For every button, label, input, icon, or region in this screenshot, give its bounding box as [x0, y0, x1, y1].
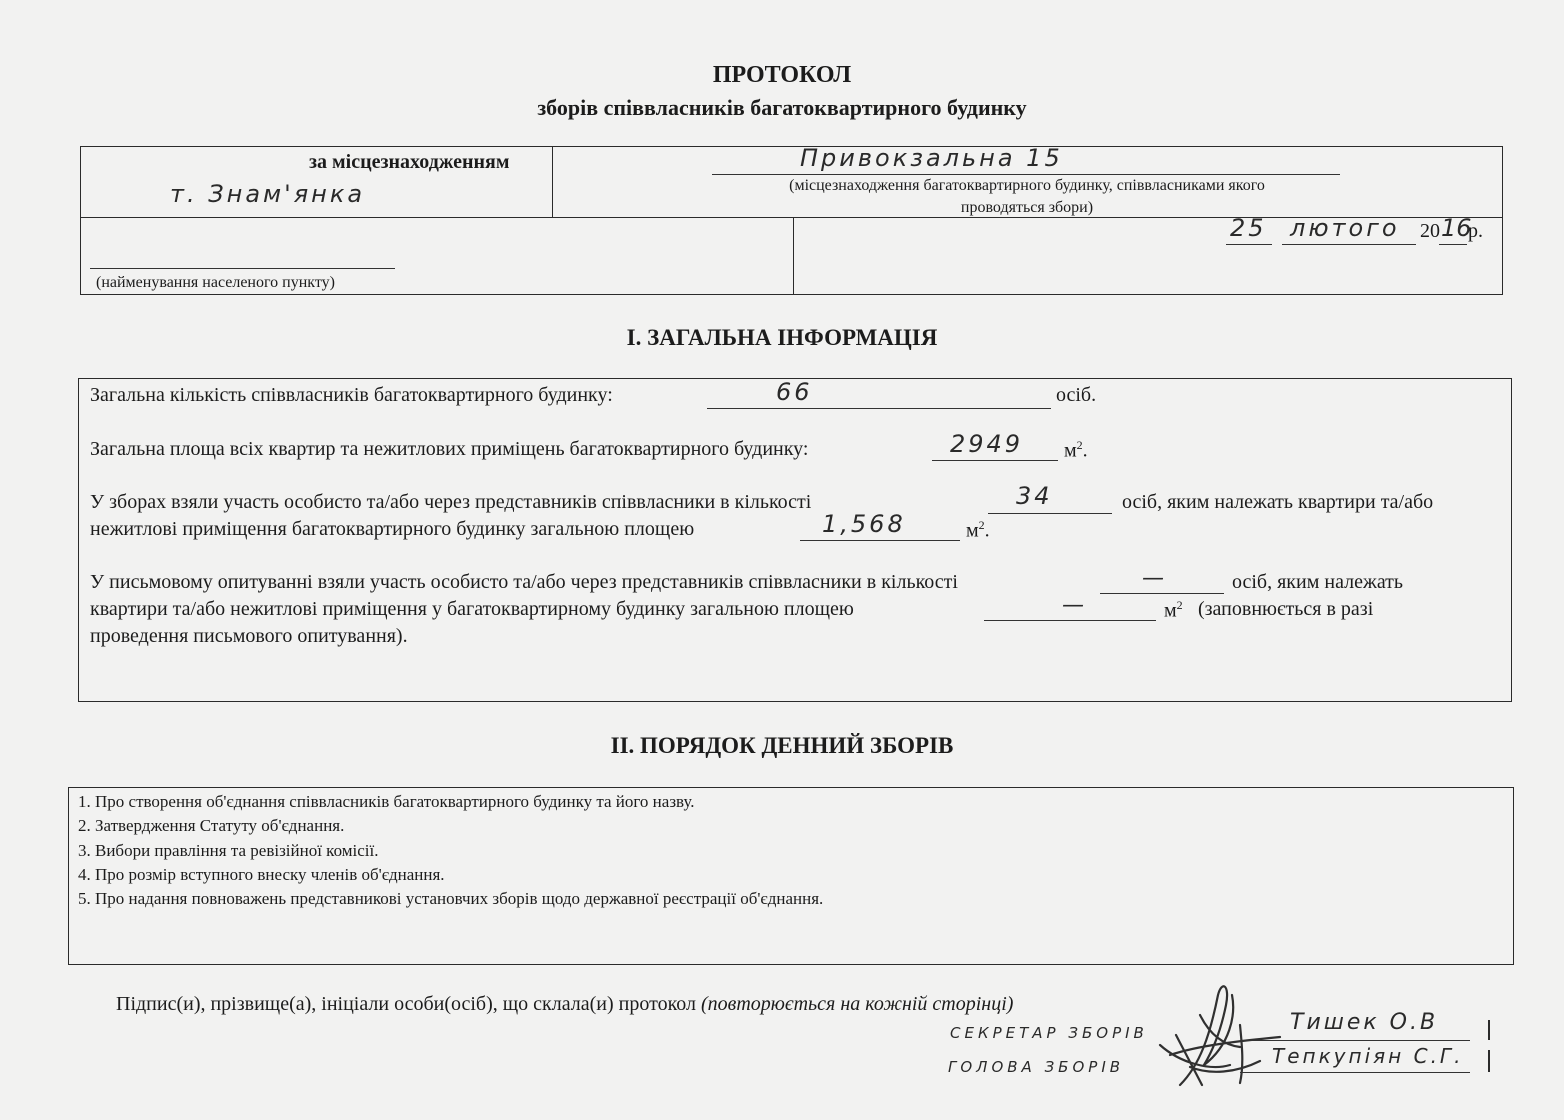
- date-suffix: р.: [1468, 220, 1483, 242]
- secretary-name-underline: [1240, 1040, 1470, 1041]
- agenda-item-1: 1. Про створення об'єднання співвласників багатоквартирного будинку та його назву.: [78, 792, 695, 811]
- written-underline: [1100, 593, 1224, 594]
- agenda-item-2: 2. Затвердження Статуту об'єднання.: [78, 816, 345, 835]
- settlement-caption: (найменування населеного пункту): [96, 274, 335, 291]
- agenda-item-3: 3. Вибори правління та ревізійної комісії.: [78, 841, 379, 860]
- participants-text-a: У зборах взяли участь особисто та/або через представників співвласники в кількості: [90, 491, 812, 513]
- total-area-value: 2949: [950, 430, 1024, 458]
- date-year-underline: [1439, 244, 1467, 245]
- participants-underline: [988, 513, 1112, 514]
- written-text-c: квартири та/або нежитлові приміщення у багатоквартирному будинку загальною площею: [90, 598, 854, 620]
- address-caption-line1: (місцезнаходження багатоквартирного будинку, співвласниками якого: [789, 177, 1265, 194]
- participants-area-value: 1,568: [822, 510, 906, 538]
- signature-caption: Підпис(и), прізвище(а), ініціали особи(осіб), що склала(и) протокол (повторюється на кожній сторінці): [116, 993, 1014, 1015]
- city-handwritten: т. Знам'янка: [170, 180, 366, 208]
- handwritten-signature: [1140, 975, 1290, 1095]
- chair-name: Тепкупіян С.Г.: [1272, 1044, 1464, 1068]
- total-area-label: Загальна площа всіх квартир та нежитлових приміщень багатоквартирного будинку:: [90, 438, 809, 460]
- date-month-underline: [1282, 244, 1416, 245]
- date-day: 25: [1230, 214, 1267, 242]
- secretary-name: Тишек О.В: [1290, 1010, 1439, 1035]
- written-text-d: (заповнюється в разі: [1198, 598, 1374, 620]
- secretary-end-mark: [1488, 1020, 1490, 1040]
- address-underline: [712, 174, 1340, 175]
- date-month: лютого: [1290, 214, 1400, 242]
- location-table-col-divider-top: [552, 146, 553, 218]
- date-day-underline: [1226, 244, 1272, 245]
- written-text-b: осіб, яким належать: [1232, 571, 1404, 593]
- settlement-underline: [90, 268, 395, 269]
- chair-end-mark: [1488, 1050, 1490, 1072]
- participants-text-c: нежитлові приміщення багатоквартирного будинку загальною площею: [90, 518, 695, 540]
- written-area-value: —: [1062, 593, 1087, 618]
- total-owners-underline: [707, 408, 1051, 409]
- date-year-prefix: 20: [1420, 220, 1440, 242]
- total-owners-value: 66: [776, 378, 813, 406]
- document-title: ПРОТОКОЛ: [712, 62, 852, 88]
- location-table-col-divider-bottom: [793, 217, 794, 295]
- address-handwritten: Привокзальна 15: [800, 144, 1063, 172]
- participants-text-b: осіб, яким належать квартири та/або: [1122, 491, 1434, 513]
- section1-heading: І. ЗАГАЛЬНА ІНФОРМАЦІЯ: [626, 325, 938, 350]
- written-area-underline: [984, 620, 1156, 621]
- total-area-underline: [932, 460, 1058, 461]
- chair-name-underline: [1240, 1072, 1470, 1073]
- total-area-unit: $м^2$.: [1064, 438, 1088, 462]
- section2-heading: ІІ. ПОРЯДОК ДЕННИЙ ЗБОРІВ: [610, 733, 954, 758]
- written-text-e: проведення письмового опитування).: [90, 625, 408, 647]
- written-area-unit: $м^2$: [1164, 598, 1183, 622]
- agenda-item-5: 5. Про надання повноважень представникові установчих зборів щодо державної реєстрації об'єднання.: [78, 889, 824, 908]
- location-label: за місцезнаходженням: [309, 151, 510, 173]
- document-subtitle: зборів співвласників багатоквартирного будинку: [537, 95, 1027, 120]
- meeting-date: [1224, 214, 1504, 246]
- total-owners-unit: осіб.: [1056, 384, 1097, 406]
- agenda-item-4: 4. Про розмір вступного внеску членів об'єднання.: [78, 865, 445, 884]
- date-year-suffix: 16: [1441, 214, 1472, 242]
- address-caption-line2: проводяться збори): [960, 199, 1094, 216]
- total-owners-label: Загальна кількість співвласників багатоквартирного будинку:: [90, 384, 613, 406]
- written-text-a: У письмовому опитуванні взяли участь особисто та/або через представників співвласники в кількості: [90, 571, 958, 593]
- written-value: —: [1142, 566, 1167, 591]
- participants-value: 34: [1016, 482, 1053, 510]
- participants-area-underline: [800, 540, 960, 541]
- participants-area-unit: $м^2$.: [966, 518, 990, 542]
- secretary-role: СЕКРЕТАР ЗБОРІВ: [950, 1024, 1148, 1042]
- chair-role: ГОЛОВА ЗБОРІВ: [948, 1058, 1125, 1076]
